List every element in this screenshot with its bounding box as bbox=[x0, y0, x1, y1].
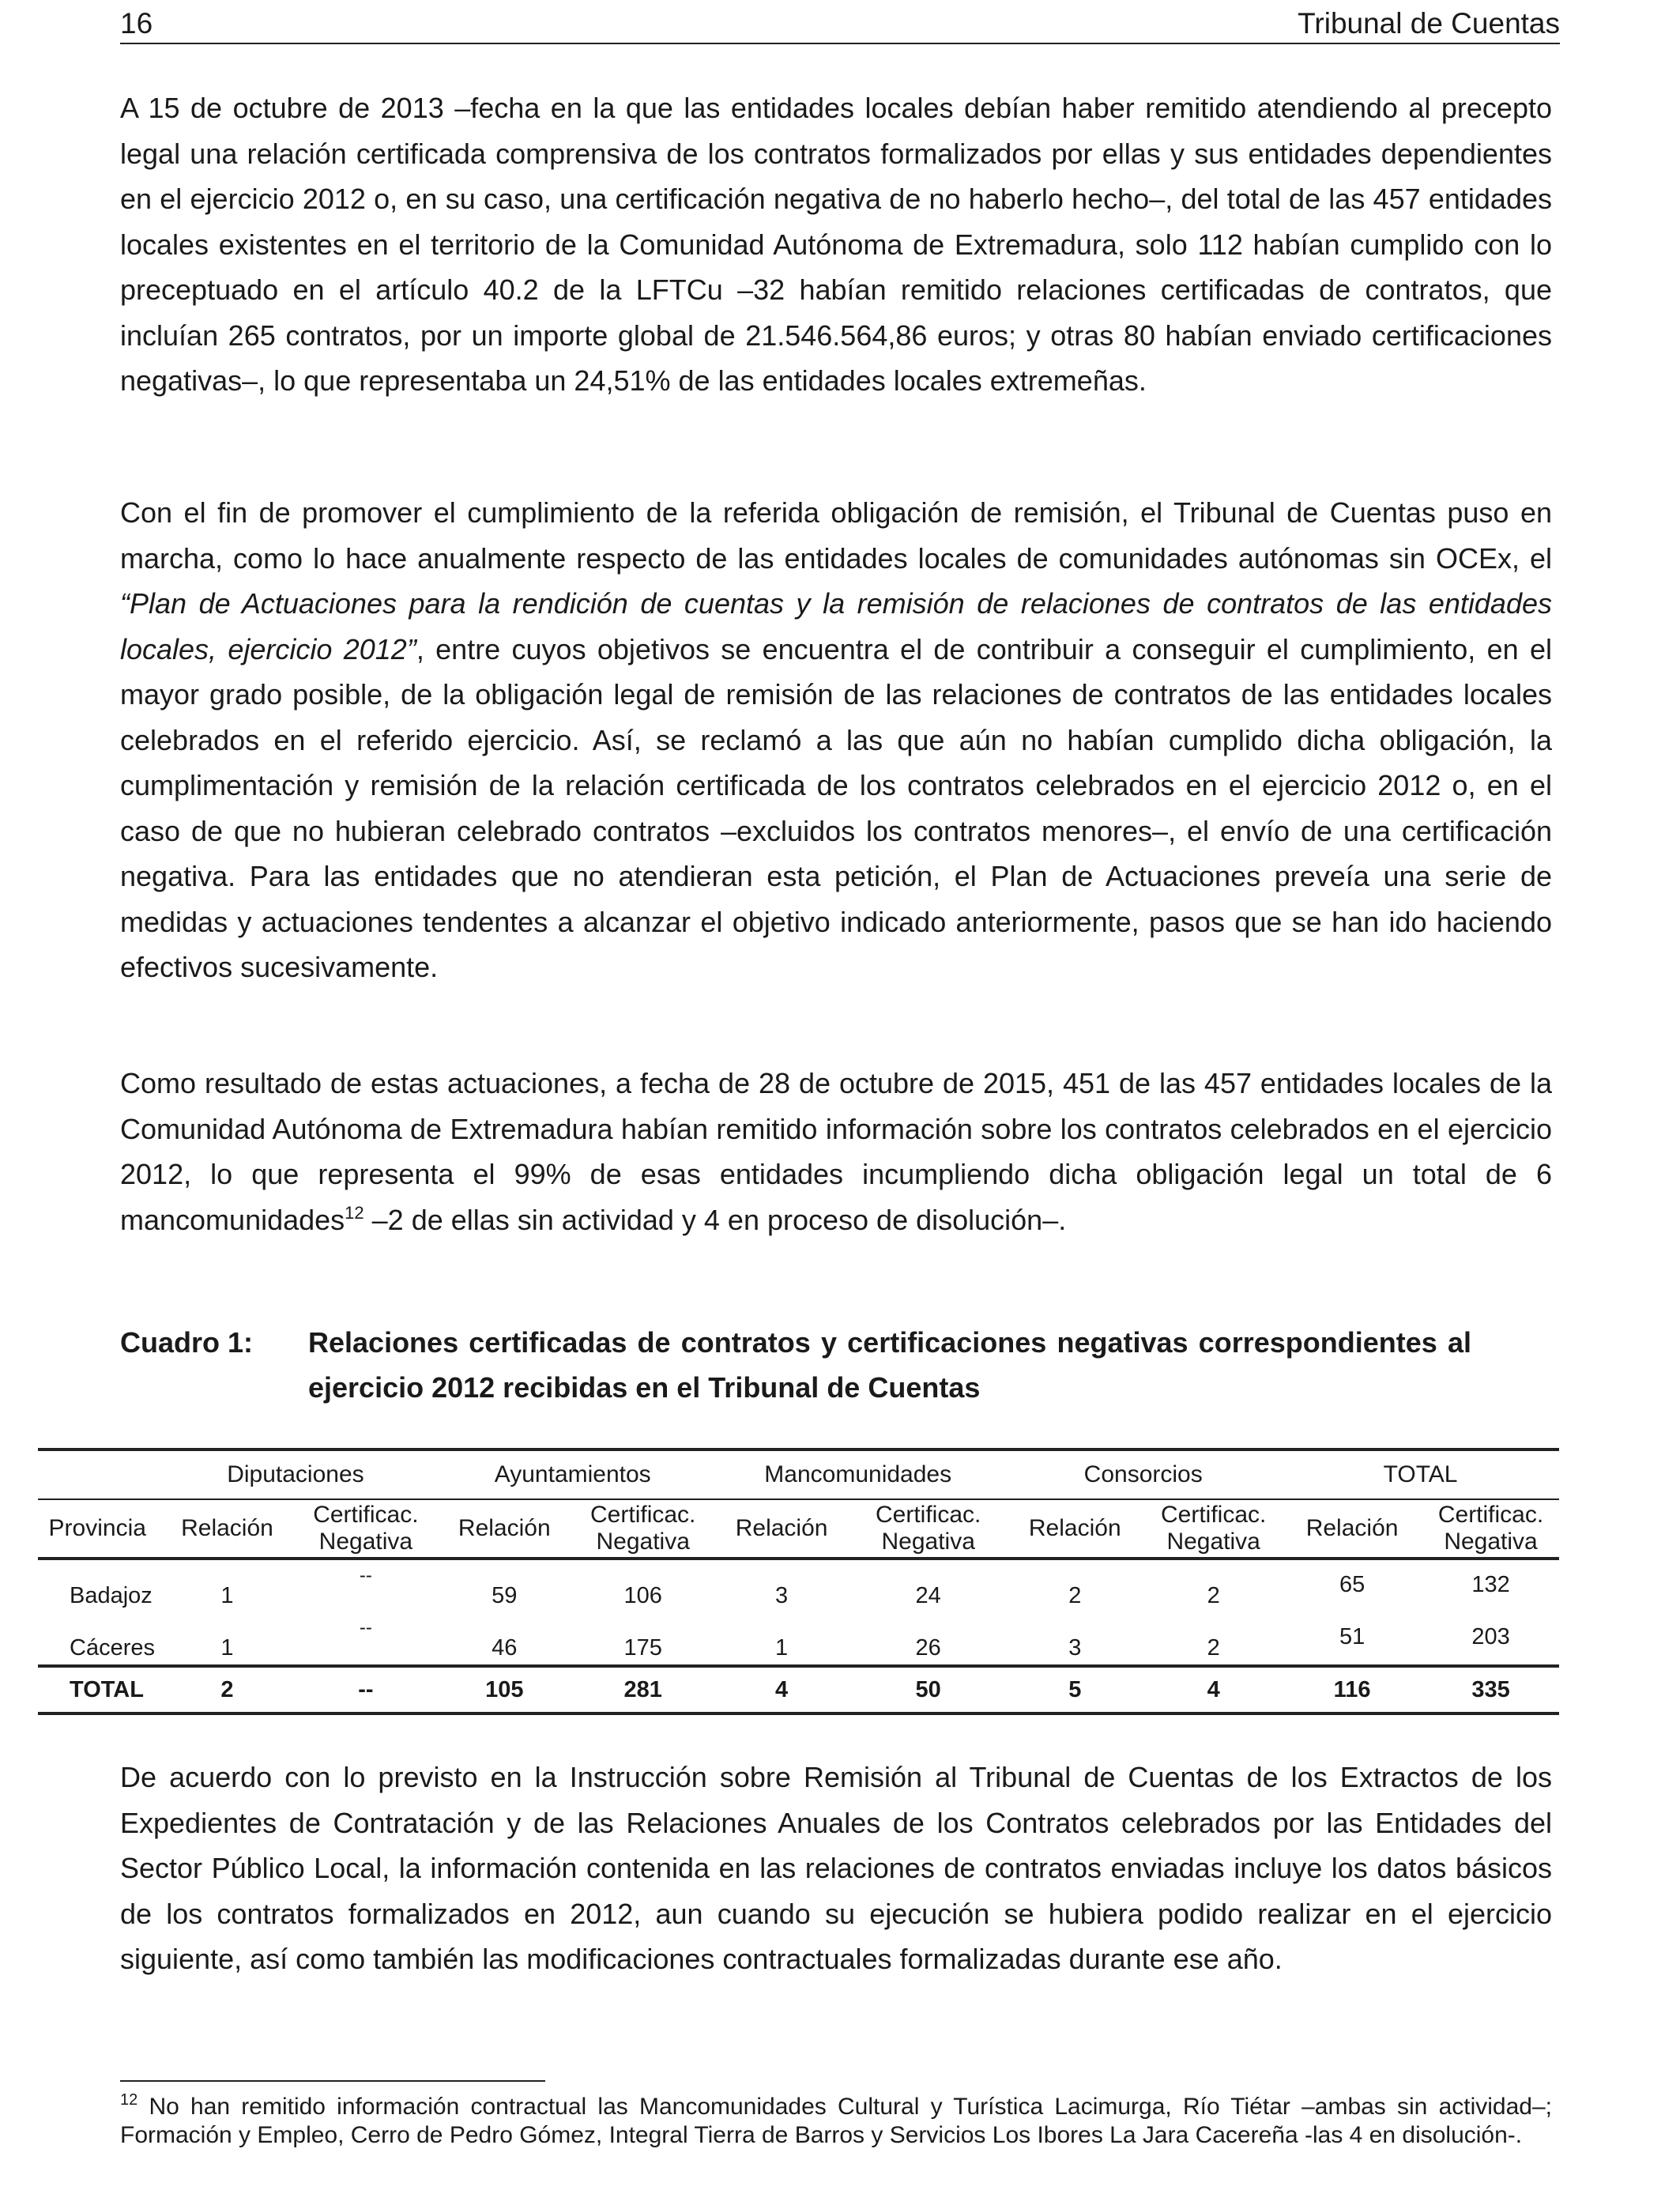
cell: 1 bbox=[220, 1583, 234, 1608]
cell: 2 bbox=[1207, 1583, 1220, 1608]
group-header-ayuntamientos: Ayuntamientos bbox=[434, 1449, 711, 1499]
cell: 46 bbox=[492, 1635, 518, 1661]
cell: 3 bbox=[775, 1583, 789, 1608]
cell: -- bbox=[297, 1666, 434, 1713]
page-header bbox=[120, 5, 1560, 44]
cell: 50 bbox=[852, 1666, 1004, 1713]
cell: 281 bbox=[574, 1666, 711, 1713]
provincia-header: Provincia bbox=[38, 1499, 157, 1559]
subheader-relacion: Relación bbox=[434, 1499, 574, 1559]
cell: 106 bbox=[623, 1583, 662, 1608]
paragraph-3-text-a: Como resultado de estas actuaciones, a fecha de 28 de octubre de 2015, 451 de las 457 entidades locales de la Comunidad Autónoma de Extremadura habían remitido información sobre los contratos celebrados en el ejercicio 2012, lo que representa el 99% de esas entidades incumpliendo dicha obligación legal un total de 6 mancomunidades bbox=[120, 1067, 1552, 1236]
cell: 116 bbox=[1282, 1666, 1422, 1713]
cell: 2 bbox=[157, 1666, 298, 1713]
cell: 4 bbox=[711, 1666, 852, 1713]
table-row bbox=[38, 1612, 1559, 1666]
group-header-consorcios: Consorcios bbox=[1004, 1449, 1282, 1499]
cell-provincia: Badajoz bbox=[70, 1583, 153, 1608]
cell: 3 bbox=[1068, 1635, 1082, 1661]
paragraph-4: De acuerdo con lo previsto en la Instrucción sobre Remisión al Tribunal de Cuentas de los Extractos de los Expedientes de Contratación y de las Relaciones Anuales de los Contratos celebrados por las Entidades del Sector Público Local, la información contenida en las relaciones de contratos enviadas incluye los datos básicos de los contratos formalizados en 2012, aun cuando su ejecución se hubiera podido realizar en el ejercicio siguiente, así como también las modificaciones contractuales formalizadas durante ese año. bbox=[120, 1761, 1552, 1975]
footnote-number: 12 bbox=[120, 2091, 138, 2109]
paragraph-2-text-a: Con el fin de promover el cumplimiento de la referida obligación de remisión, el Tribunal de Cuentas puso en marcha, como lo hace anualmente respecto de las entidades locales de comunidades autónomas sin OCEx, el bbox=[120, 496, 1552, 575]
table-subheader-row bbox=[38, 1499, 1559, 1559]
paragraph-2-text-b: , entre cuyos objetivos se encuentra el de contribuir a conseguir el cumplimiento, en el mayor grado posible, de la obligación legal de remisión de las relaciones de contratos de las entidades locales celebrados en el referido ejercicio. Así, se reclamó a las que aún no habían cumplido dicha obligación, la cumplimentación y remisión de la relación certificada de los contratos celebrados en el ejercicio 2012 o, en el caso de que no hubieran celebrado contratos –excluidos los contratos menores–, el envío de una certificación negativa. Para las entidades que no atendieran esta petición, el Plan de Actuaciones preveía una serie de medidas y actuaciones tendentes a alcanzar el objetivo indicado anteriormente, pasos que se han ido haciendo efectivos sucesivamente. bbox=[120, 632, 1552, 983]
cell: 5 bbox=[1004, 1666, 1145, 1713]
cell: 24 bbox=[915, 1583, 941, 1608]
cell-provincia: Cáceres bbox=[70, 1635, 155, 1661]
group-header-diputaciones: Diputaciones bbox=[157, 1449, 435, 1499]
cell: 1 bbox=[775, 1635, 789, 1661]
table-container bbox=[48, 1448, 1561, 1709]
group-header-mancomunidades: Mancomunidades bbox=[711, 1449, 1004, 1499]
provincia-header-spacer bbox=[38, 1449, 157, 1499]
subheader-cert: Certificac. Negativa bbox=[297, 1499, 434, 1559]
page-number: 16 bbox=[120, 7, 153, 40]
table-caption bbox=[120, 1320, 1471, 1410]
cell: 51 bbox=[1339, 1623, 1365, 1649]
contracts-table bbox=[38, 1448, 1559, 1715]
subheader-relacion: Relación bbox=[1004, 1499, 1145, 1559]
subheader-relacion: Relación bbox=[1282, 1499, 1422, 1559]
cell-provincia: TOTAL bbox=[38, 1666, 157, 1713]
cell: 105 bbox=[434, 1666, 574, 1713]
subheader-cert: Certificac. Negativa bbox=[1145, 1499, 1282, 1559]
cell: 2 bbox=[1207, 1635, 1220, 1661]
cell: 335 bbox=[1422, 1666, 1559, 1713]
footnote-reference[interactable]: 12 bbox=[345, 1202, 364, 1223]
plan-title: “Plan de Actuaciones para la rendición de cuentas y la remisión de relaciones de contratos de las entidades locales, ejercicio 2012” bbox=[120, 587, 1552, 665]
cell: 203 bbox=[1471, 1623, 1510, 1649]
paragraph-3-text-b: –2 de ellas sin actividad y 4 en proceso de disolución–. bbox=[363, 1203, 1067, 1236]
footnote-divider bbox=[120, 2080, 545, 2082]
table-total-row bbox=[38, 1666, 1559, 1713]
cell: 59 bbox=[492, 1583, 518, 1608]
cell: 2 bbox=[1068, 1583, 1082, 1608]
table-row bbox=[38, 1559, 1559, 1612]
subheader-relacion: Relación bbox=[711, 1499, 852, 1559]
cell: 65 bbox=[1339, 1571, 1365, 1597]
table-group-header-row bbox=[38, 1449, 1559, 1499]
table-caption-label: Cuadro 1: bbox=[120, 1326, 254, 1359]
paragraph-3 bbox=[120, 1061, 1552, 1242]
publisher-name: Tribunal de Cuentas bbox=[1298, 7, 1560, 40]
table-caption-text: Relaciones certificadas de contratos y certificaciones negativas correspondientes al ejercicio 2012 recibidas en el Tribunal de Cuentas bbox=[308, 1326, 1471, 1404]
paragraph-2 bbox=[120, 490, 1552, 990]
cell: 132 bbox=[1471, 1571, 1510, 1597]
footnote bbox=[120, 2093, 1552, 2150]
cell: 1 bbox=[220, 1635, 234, 1661]
subheader-cert: Certificac. Negativa bbox=[574, 1499, 711, 1559]
cell: -- bbox=[359, 1617, 372, 1638]
group-header-total: TOTAL bbox=[1282, 1449, 1559, 1499]
subheader-cert: Certificac. Negativa bbox=[852, 1499, 1004, 1559]
footnote-text: No han remitido información contractual las Mancomunidades Cultural y Turística Lacimurga, Río Tiétar –ambas sin actividad–; Formación y Empleo, Cerro de Pedro Gómez, Integral Tierra de Barros y Servicios Los Ibores La Jara Cacereña -las 4 en disolución-. bbox=[120, 2094, 1552, 2148]
cell: -- bbox=[359, 1565, 372, 1586]
cell: 26 bbox=[915, 1635, 941, 1661]
subheader-cert: Certificac. Negativa bbox=[1422, 1499, 1559, 1559]
paragraph-1: A 15 de octubre de 2013 –fecha en la que las entidades locales debían haber remitido atendiendo al precepto legal una relación certificada comprensiva de los contratos formalizados por ellas y sus entidades dependientes en el ejercicio 2012 o, en su caso, una certificación negativa de no haberlo hecho–, del total de las 457 entidades locales existentes en el territorio de la Comunidad Autónoma de Extremadura, solo 112 habían cumplido con lo preceptuado en el artículo 40.2 de la LFTCu –32 habían remitido relaciones certificadas de contratos, que incluían 265 contratos, por un importe global de 21.546.564,86 euros; y otras 80 habían enviado certificaciones negativas–, lo que representaba un 24,51% de las entidades locales extremeñas. bbox=[120, 92, 1552, 397]
cell: 175 bbox=[623, 1635, 662, 1661]
cell: 4 bbox=[1145, 1666, 1282, 1713]
subheader-relacion: Relación bbox=[157, 1499, 298, 1559]
